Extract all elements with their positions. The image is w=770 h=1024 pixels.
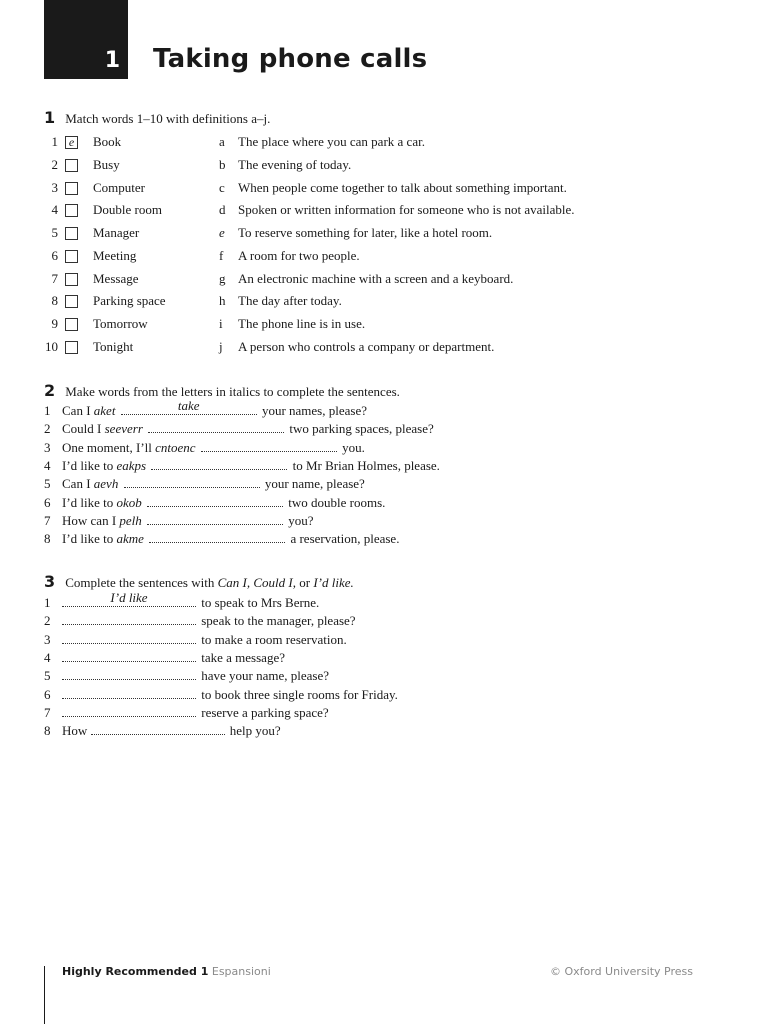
item-number: 4 — [44, 458, 51, 473]
word-item: Tonight — [93, 339, 134, 354]
item-number: 7 — [44, 513, 51, 528]
sentence-start: One moment, I’ll — [62, 440, 156, 455]
definition-text: When people come together to talk about something important. — [238, 180, 567, 195]
answer-blank[interactable] — [91, 724, 225, 735]
answer-box[interactable] — [65, 204, 78, 217]
sentence-end: your name, please? — [264, 476, 365, 491]
definition-letter: e — [219, 225, 225, 240]
item-number: 5 — [51, 225, 58, 240]
scrambled-word: eakps — [116, 458, 147, 473]
definition-text: The place where you can park a car. — [238, 134, 425, 149]
answer-box[interactable] — [65, 318, 78, 331]
sentence — [62, 632, 347, 648]
sentence — [62, 495, 385, 511]
exercise-instruction-pre: Complete the sentences with — [65, 575, 218, 590]
definition-letter: j — [219, 339, 223, 354]
word-item: Tomorrow — [93, 316, 148, 331]
sentence — [62, 531, 399, 547]
sentence — [62, 513, 314, 529]
sentence-end: reserve a parking space? — [201, 705, 329, 720]
item-number: 8 — [51, 293, 58, 308]
answer-box[interactable] — [65, 273, 78, 286]
sentence — [62, 723, 281, 739]
answer-box[interactable] — [65, 341, 78, 354]
word-item: Book — [93, 134, 122, 149]
footer-book — [62, 965, 271, 978]
sentence-start: How can I — [62, 513, 120, 528]
sentence-end: to speak to Mrs Berne. — [201, 595, 320, 610]
item-number: 10 — [45, 339, 58, 354]
answer-blank[interactable] — [62, 633, 196, 644]
scrambled-word: aevh — [93, 476, 119, 491]
answer-blank[interactable] — [62, 669, 196, 680]
word-item: Parking space — [93, 293, 166, 308]
sentence — [62, 668, 329, 684]
scrambled-word: pelh — [119, 513, 142, 528]
scrambled-word: aket — [93, 403, 116, 418]
word-item: Manager — [93, 225, 140, 240]
definition-text: To reserve something for later, like a hotel room. — [238, 225, 493, 240]
answer-blank[interactable] — [62, 590, 196, 607]
exercise-3-heading — [44, 572, 354, 591]
sentence — [62, 705, 329, 721]
item-number: 7 — [51, 271, 58, 286]
definition-text: The day after today. — [238, 293, 342, 308]
item-number: 5 — [44, 476, 51, 491]
sentence — [62, 590, 320, 611]
answer-box[interactable] — [65, 159, 78, 172]
footer-rule — [44, 966, 45, 1024]
answer-blank[interactable] — [62, 706, 196, 717]
footer-publisher: © Oxford University Press — [549, 965, 693, 978]
sentence-end: to Mr Brian Holmes, please. — [292, 458, 440, 473]
sentence — [62, 440, 365, 456]
item-number: 4 — [44, 650, 51, 665]
sentence-end: your names, please? — [261, 403, 367, 418]
answer-box[interactable] — [65, 227, 78, 240]
sentence — [62, 650, 285, 666]
definition-letter: b — [219, 157, 226, 172]
definition-text: The evening of today. — [238, 157, 352, 172]
item-number: 6 — [44, 687, 51, 702]
definition-text: A person who controls a company or department. — [238, 339, 495, 354]
sentence-end: you? — [288, 513, 314, 528]
scrambled-word: akme — [116, 531, 144, 546]
scrambled-word: seeverr — [104, 421, 143, 436]
unit-badge — [44, 0, 128, 79]
item-number: 3 — [51, 180, 58, 195]
word-item: Computer — [93, 180, 145, 195]
exercise-instruction-italic-2: I’d like. — [313, 575, 354, 590]
sentence-end: a reservation, please. — [290, 531, 400, 546]
exercise-instruction-italic-1: Can I, Could I, — [217, 575, 296, 590]
sentence-start: How — [62, 723, 91, 738]
footer-book-title: Highly Recommended 1 — [62, 965, 209, 978]
item-number: 6 — [44, 495, 51, 510]
sentence — [62, 613, 356, 629]
item-number: 3 — [44, 632, 51, 647]
sentence-end: you. — [342, 440, 365, 455]
exercise-number: 3 — [44, 572, 56, 591]
scrambled-word: cntoenc — [155, 440, 196, 455]
sentence — [62, 687, 398, 703]
word-item: Double room — [93, 202, 162, 217]
answer-text: take — [177, 398, 200, 413]
item-number: 2 — [44, 421, 51, 436]
word-item: Meeting — [93, 248, 137, 263]
answer-text: I’d like — [110, 590, 148, 605]
answer-blank[interactable] — [62, 614, 196, 625]
answer-blank[interactable] — [121, 398, 257, 415]
sentence-end: help you? — [229, 723, 281, 738]
sentence-start: Can I — [62, 476, 94, 491]
exercise-number: 1 — [44, 108, 56, 127]
item-number: 4 — [51, 202, 58, 217]
item-number: 7 — [44, 705, 51, 720]
sentence-end: to make a room reservation. — [201, 632, 347, 647]
exercise-instruction: Make words from the letters in italics to complete the sentences. — [65, 384, 400, 399]
item-number: 5 — [44, 668, 51, 683]
answer-box[interactable]: e — [65, 136, 78, 149]
answer-box[interactable] — [65, 250, 78, 263]
sentence-start: I’d like to — [62, 495, 117, 510]
scrambled-word: okob — [116, 495, 142, 510]
item-number: 1 — [51, 134, 58, 149]
answer-blank[interactable] — [201, 441, 337, 452]
exercise-2-heading — [44, 381, 400, 400]
word-item: Busy — [93, 157, 120, 172]
answer-blank[interactable] — [147, 496, 283, 507]
footer-book-sub: Espansioni — [211, 965, 271, 978]
definition-text: Spoken or written information for someone who is not available. — [238, 202, 575, 217]
definition-letter: d — [219, 202, 226, 217]
answer-box[interactable] — [65, 295, 78, 308]
answer-blank[interactable] — [62, 651, 196, 662]
answer-blank[interactable] — [149, 532, 285, 543]
item-number: 1 — [44, 403, 51, 418]
unit-number: 1 — [104, 48, 120, 73]
answer-blank[interactable] — [148, 422, 284, 433]
definition-letter: g — [219, 271, 226, 286]
definition-letter: c — [219, 180, 225, 195]
definition-text: The phone line is in use. — [238, 316, 366, 331]
sentence-start: Can I — [62, 403, 94, 418]
sentence-end: take a message? — [201, 650, 285, 665]
sentence — [62, 458, 440, 474]
item-number: 6 — [51, 248, 58, 263]
sentence — [62, 476, 365, 492]
item-number: 1 — [44, 595, 51, 610]
exercise-1-heading — [44, 108, 270, 127]
item-number: 8 — [44, 723, 51, 738]
sentence-start: I’d like to — [62, 458, 117, 473]
item-number: 8 — [44, 531, 51, 546]
definition-letter: f — [219, 248, 224, 263]
definition-text: A room for two people. — [238, 248, 360, 263]
answer-blank[interactable] — [62, 688, 196, 699]
exercise-instruction: Match words 1–10 with definitions a–j. — [65, 111, 271, 126]
definition-letter: h — [219, 293, 226, 308]
item-number: 9 — [51, 316, 58, 331]
sentence-end: have your name, please? — [201, 668, 330, 683]
sentence — [62, 398, 367, 419]
item-number: 2 — [51, 157, 58, 172]
word-item: Message — [93, 271, 139, 286]
sentence-end: speak to the manager, please? — [201, 613, 356, 628]
sentence-end: two parking spaces, please? — [289, 421, 434, 436]
page-title: Taking phone calls — [153, 44, 428, 74]
item-number: 2 — [44, 613, 51, 628]
sentence — [62, 421, 434, 437]
sentence-end: two double rooms. — [288, 495, 386, 510]
definition-letter: a — [219, 134, 225, 149]
item-number: 3 — [44, 440, 51, 455]
answer-blank[interactable] — [147, 514, 283, 525]
sentence-start: Could I — [62, 421, 105, 436]
answer-box[interactable] — [65, 182, 78, 195]
exercise-instruction-mid: or — [295, 575, 314, 590]
definition-text: An electronic machine with a screen and a keyboard. — [238, 271, 514, 286]
exercise-number: 2 — [44, 381, 56, 400]
sentence-end: to book three single rooms for Friday. — [201, 687, 398, 702]
sentence-start: I’d like to — [62, 531, 117, 546]
definition-letter: i — [219, 316, 223, 331]
answer-blank[interactable] — [151, 459, 287, 470]
answer-blank[interactable] — [124, 477, 260, 488]
